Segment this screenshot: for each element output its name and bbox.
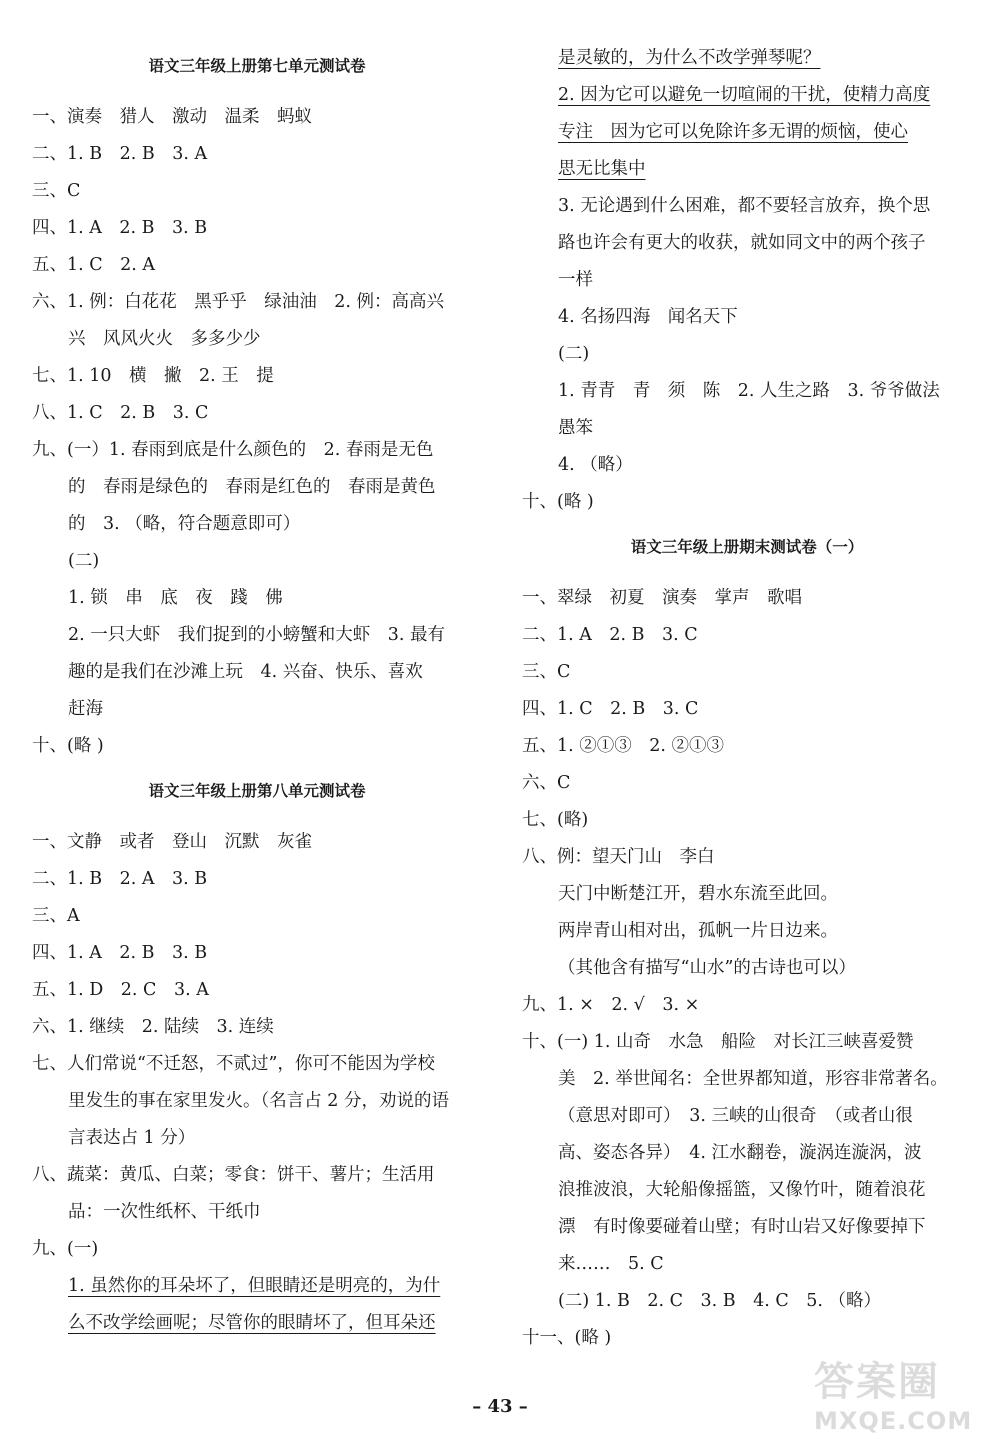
answer-line: 三、C [32, 181, 81, 201]
section-title-unit7: 语文三年级上册第七单元测试卷 [148, 57, 366, 75]
answer-line: 十、(略 ) [522, 492, 594, 512]
answer-line-underlined: 专注 因为它可以免除许多无谓的烦恼，使心 [558, 122, 908, 142]
section-title-unit8: 语文三年级上册第八单元测试卷 [148, 782, 366, 800]
answer-line-underlined: 1. 虽然你的耳朵坏了，但眼睛还是明亮的，为什 [68, 1276, 441, 1296]
answer-line: 来…… 5. C [558, 1254, 664, 1274]
poem-line: 两岸青山相对出，孤帆一片日边来。 [558, 921, 838, 941]
answer-line: 二、1. A 2. B 3. C [522, 625, 698, 645]
answer-line-underlined: 思无比集中 [558, 159, 646, 179]
answer-line: 1. 锁 串 底 夜 踐 佛 [68, 588, 283, 608]
answer-line: 五、1. ②①③ 2. ②①③ [522, 736, 725, 756]
answer-line: 1. 青青 青 须 陈 2. 人生之路 3. 爷爷做法 [558, 381, 940, 401]
answer-line: 赶海 [68, 699, 103, 719]
answer-line: 路也许会有更大的收获，就如同文中的两个孩子 [558, 233, 926, 253]
answer-line: 二、1. B 2. A 3. B [32, 869, 208, 889]
answer-line: 六、1. 例：白花花 黑乎乎 绿油油 2. 例：高高兴 [32, 292, 445, 312]
answer-line: 一、文静 或者 登山 沉默 灰雀 [32, 832, 312, 852]
answer-line: 三、A [32, 906, 80, 926]
answer-line: 品：一次性纸杯、干纸巾 [68, 1202, 261, 1222]
answer-line: 八、1. C 2. B 3. C [32, 403, 209, 423]
answer-line: 浪推波浪，大轮船像摇篮，又像竹叶，随着浪花 [558, 1180, 926, 1200]
answer-line: 七、人们常说“不迁怒，不贰过”，你可不能因为学校 [32, 1054, 435, 1074]
answer-line: 一、翠绿 初夏 演奏 掌声 歌唱 [522, 588, 802, 608]
answer-line: （其他含有描写“山水”的古诗也可以） [558, 958, 856, 978]
answer-line: 四、1. C 2. B 3. C [522, 699, 699, 719]
right-column [522, 40, 972, 1357]
answer-line: 四、1. A 2. B 3. B [32, 943, 208, 963]
left-column [32, 40, 482, 1342]
answer-line: 的 3. （略，符合题意即可） [68, 514, 301, 534]
answer-line: 四、1. A 2. B 3. B [32, 218, 208, 238]
answer-line: 高、姿态各异） 4. 江水翻卷，漩涡连漩涡，波 [558, 1143, 922, 1163]
answer-line: 2. 一只大虾 我们捉到的小螃蟹和大虾 3. 最有 [68, 625, 446, 645]
answer-line: 九、(一) [32, 1239, 99, 1259]
answer-line-underlined: 是灵敏的，为什么不改学弹琴呢？ [558, 48, 821, 68]
answer-line-underlined: 2. 因为它可以避免一切喧闹的干扰，使精力高度 [558, 85, 931, 105]
answer-line: 十、(略 ) [32, 736, 104, 756]
answer-line: 八、例：望天门山 李白 [522, 847, 715, 867]
answer-line: 美 2. 举世闻名：全世界都知道，形容非常著名。 [558, 1069, 948, 1089]
answer-line: 言表达占 1 分） [68, 1128, 196, 1148]
page-number: – 43 – [472, 1396, 528, 1417]
section-title-final-exam: 语文三年级上册期末测试卷（一） [630, 538, 864, 556]
watermark-logo [814, 1350, 986, 1435]
answer-line: 的 春雨是绿色的 春雨是红色的 春雨是黄色 [68, 477, 436, 497]
answer-line: 里发生的事在家里发火。（名言占 2 分，劝说的语 [68, 1091, 450, 1111]
answer-line: 十、(一) 1. 山奇 水急 船险 对长江三峡喜爱赞 [522, 1032, 914, 1052]
answer-line: 趣的是我们在沙滩上玩 4. 兴奋、快乐、喜欢 [68, 662, 423, 682]
answer-line: （意思对即可） 3. 三峡的山很奇 （或者山很 [558, 1106, 913, 1126]
answer-line: 4. 名扬四海 闻名天下 [558, 307, 738, 327]
answer-line: 六、1. 继续 2. 陆续 3. 连续 [32, 1017, 274, 1037]
answer-line: 三、C [522, 662, 571, 682]
answer-line: 一样 [558, 270, 593, 290]
answer-line: 五、1. D 2. C 3. A [32, 980, 209, 1000]
answer-line: 漂 有时像要碰着山壁；有时山岩又好像要掉下 [558, 1217, 926, 1237]
answer-line: 八、蔬菜：黄瓜、白菜；零食：饼干、薯片；生活用 [32, 1165, 435, 1185]
answer-line-underlined: 么不改学绘画呢；尽管你的眼睛坏了，但耳朵还 [68, 1313, 436, 1333]
answer-line: 二、1. B 2. B 3. A [32, 144, 208, 164]
answer-line: 4. （略） [558, 455, 633, 475]
answer-line: 六、C [522, 773, 571, 793]
watermark-bottom-text: MXQE.COM [814, 1407, 973, 1435]
answer-line: 愚笨 [558, 418, 593, 438]
answer-line: (二) 1. B 2. C 3. B 4. C 5. （略） [558, 1291, 882, 1311]
poem-line: 天门中断楚江开，碧水东流至此回。 [558, 884, 838, 904]
answer-line: 一、演奏 猎人 激动 温柔 蚂蚁 [32, 107, 312, 127]
answer-line: 九、(一）1. 春雨到底是什么颜色的 2. 春雨是无色 [32, 440, 434, 460]
answer-line: (二) [558, 344, 590, 364]
answer-line: 五、1. C 2. A [32, 255, 156, 275]
answer-line: 兴 风风火火 多多少少 [68, 329, 261, 349]
answer-line: 七、(略) [522, 810, 589, 830]
watermark-top-text: 答案圈 [814, 1359, 940, 1405]
answer-line: 十一、(略 ) [522, 1328, 612, 1348]
answer-line: 九、1. × 2. √ 3. × [522, 995, 700, 1015]
answer-line: (二) [68, 551, 100, 571]
answer-line: 七、1. 10 横 撇 2. 王 提 [32, 366, 274, 386]
answer-line: 3. 无论遇到什么困难，都不要轻言放弃，换个思 [558, 196, 931, 216]
